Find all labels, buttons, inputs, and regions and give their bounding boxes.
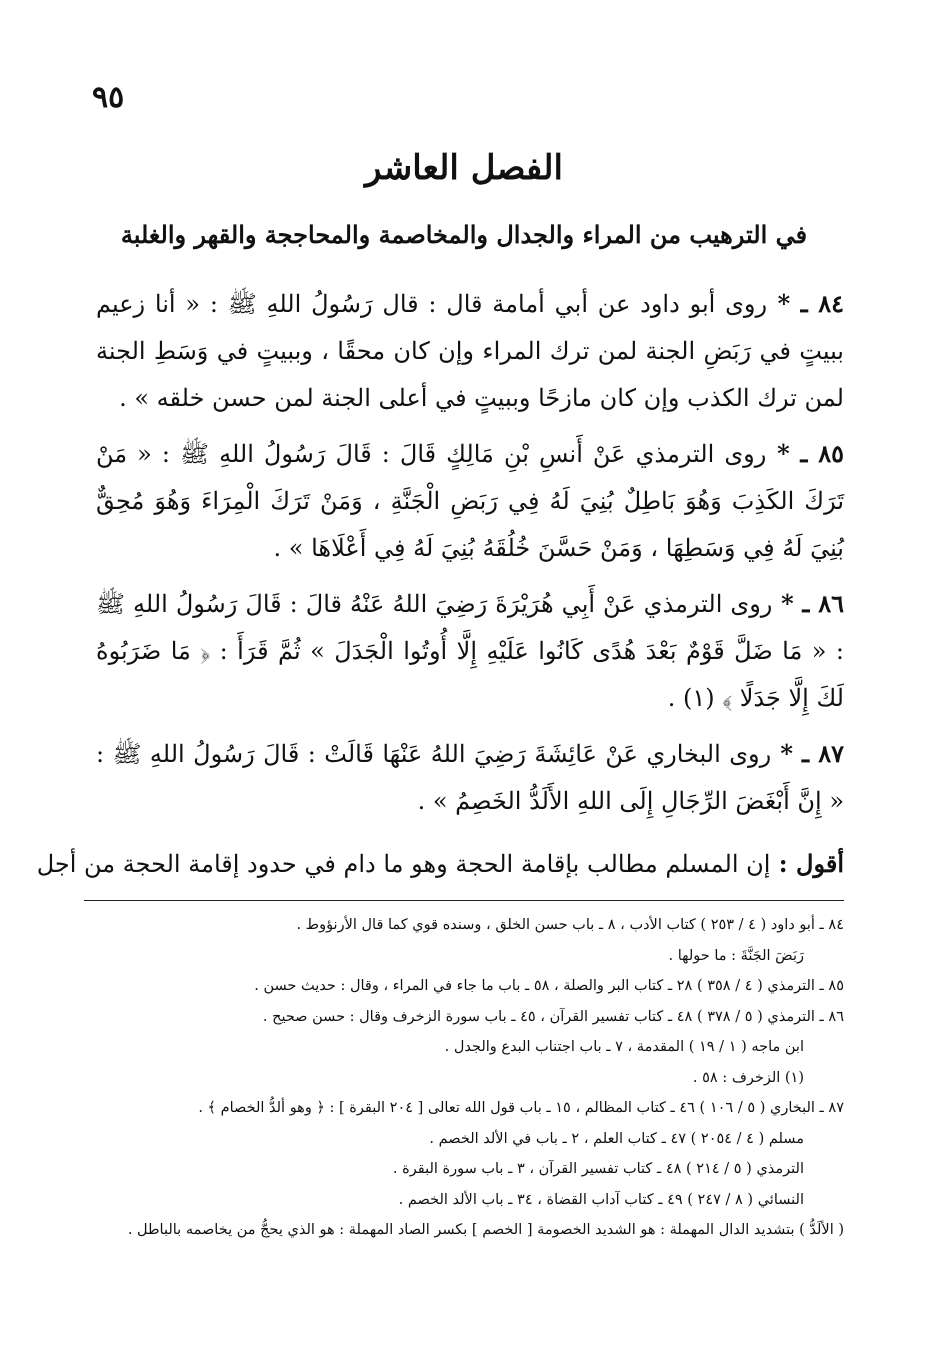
author-comment-text: إن المسلم مطالب بإقامة الحجة وهو ما دام في حدود إقامة الحجة من أجل (36, 850, 771, 878)
hadith-85 (96, 430, 844, 572)
footnote-84: ٨٤ ـ أبو داود ( ٤ / ٢٥٣ ) كتاب الأدب ، ٨ ـ باب حسن الخلق ، وسنده قوي كما قال الأرنؤوط . (296, 917, 844, 933)
footnote-87-gloss: ( الألَدُّ ) بتشديد الدال المهملة : هو الشديد الخصومة [ الخصم ] بكسر الصاد المهملة : هو الذي يحجُّ من يخاصمه بالباطل . (127, 1222, 844, 1238)
footnote-87: ٨٧ ـ البخاري ( ٥ / ١٠٦ ) ٤٦ ـ كتاب المظالم ، ١٥ ـ باب قول الله تعالى [ ٢٠٤ البقرة ] : ﴿ وهو ألدُّ الخصام ﴾ . (198, 1100, 844, 1116)
footnote-86-ibn-majah: ابن ماجه ( ١ / ١٩ ) المقدمة ، ٧ ـ باب اجتناب البدع والجدل . (444, 1039, 804, 1055)
author-comment-lead: أقول : (770, 849, 844, 878)
footnote-87-tirmidhi: الترمذي ( ٥ / ٢١٤ ) ٤٨ ـ كتاب تفسير القرآن ، ٣ ـ باب سورة البقرة . (392, 1161, 804, 1177)
footnote-85: ٨٥ ـ الترمذي ( ٤ / ٣٥٨ ) ٢٨ ـ كتاب البر والصلة ، ٥٨ ـ باب ما جاء في المراء ، وقال : حديث حسن . (254, 978, 844, 994)
hadith-number: ٨٦ ـ * (772, 589, 844, 618)
footnote-86: ٨٦ ـ الترمذي ( ٥ / ٣٧٨ ) ٤٨ ـ كتاب تفسير القرآن ، ٤٥ ـ باب سورة الزخرف وقال : حسن صحيح . (262, 1008, 844, 1025)
hadith-text: روى الترمذي عَنْ أَبِي هُرَيْرَةَ رَضِيَ اللهُ عَنْهُ قالَ : قَالَ رَسُولُ اللهِ ﷺ : « مَا ضَلَّ قَوْمٌ بَعْدَ هُدًى كَانُوا عَلَيْهِ إِلَّا أُوتُوا الْجَدَلَ » ثُمَّ قَرَأَ : ﴿ مَا ضَرَبُوهُ لَكَ إِلَّا جَدَلًا ﴾ (١) . (96, 590, 844, 712)
hadith-86 (96, 580, 844, 722)
hadith-87 (96, 730, 844, 825)
footnote-87-muslim: مسلم ( ٤ / ٢٠٥٤ ) ٤٧ ـ كتاب العلم ، ٢ ـ باب في الألد الخصم . (429, 1130, 804, 1147)
footnote-87-nasai: النسائي ( ٨ / ٢٤٧ ) ٤٩ ـ كتاب آداب القضاة ، ٣٤ ـ باب الألد الخصم . (398, 1191, 804, 1208)
author-comment (36, 840, 844, 888)
footnote-quran-ref: (١) الزخرف : ٥٨ . (692, 1069, 804, 1086)
hadith-text: روى أبو داود عن أبي أمامة قال : قال رَسُولُ اللهِ ﷺ : « أنا زعيم ببيتٍ في رَبَضِ الجنة لمن ترك المراء وإن كان محقًا ، وببيتٍ في وَسَطِ الجنة لمن ترك الكذب وإن كان مازحًا وببيتٍ في أعلى الجنة لمن حسن خلقه » . (96, 290, 844, 412)
hadith-84 (96, 280, 844, 422)
footnote-divider (84, 900, 844, 901)
page-number: ٩٥ (92, 80, 125, 115)
hadith-number: ٨٧ ـ * (771, 739, 844, 768)
hadith-number: ٨٤ ـ * (767, 289, 845, 318)
hadith-number: ٨٥ ـ * (766, 439, 844, 468)
chapter-title: الفصل العاشر (365, 148, 563, 188)
hadith-text: روى البخاري عَنْ عَائِشَةَ رَضِيَ اللهُ عَنْهَا قَالَتْ : قَالَ رَسُولُ اللهِ ﷺ : « إِنَّ أَبْغَضَ الرِّجَالِ إِلَى اللهِ الأَلَدُّ الخَصِمُ » . (96, 740, 844, 815)
hadith-text: روى الترمذي عَنْ أَنسِ بْنِ مَالِكٍ قَالَ : قَالَ رَسُولُ اللهِ ﷺ : « مَنْ تَرَكَ الكَذِبَ وَهُوَ بَاطِلٌ بُنِيَ لَهُ فِي رَبَضِ الْجَنَّةِ ، وَمَنْ تَرَكَ الْمِرَاءَ وَهُوَ مُحِقٌّ بُنِيَ لَهُ فِي وَسَطِهَا ، وَمَنْ حَسَّنَ خُلُقَهُ بُنِيَ لَهُ فِي أَعْلَاهَا » . (96, 440, 844, 562)
chapter-subtitle: في الترهيب من المراء والجدال والمخاصمة والمحاججة والقهر والغلبة (120, 220, 808, 249)
footnotes (84, 910, 844, 1246)
footnote-84-gloss: رَبَضَ الجَنَّةَ : ما حولها . (668, 947, 804, 964)
